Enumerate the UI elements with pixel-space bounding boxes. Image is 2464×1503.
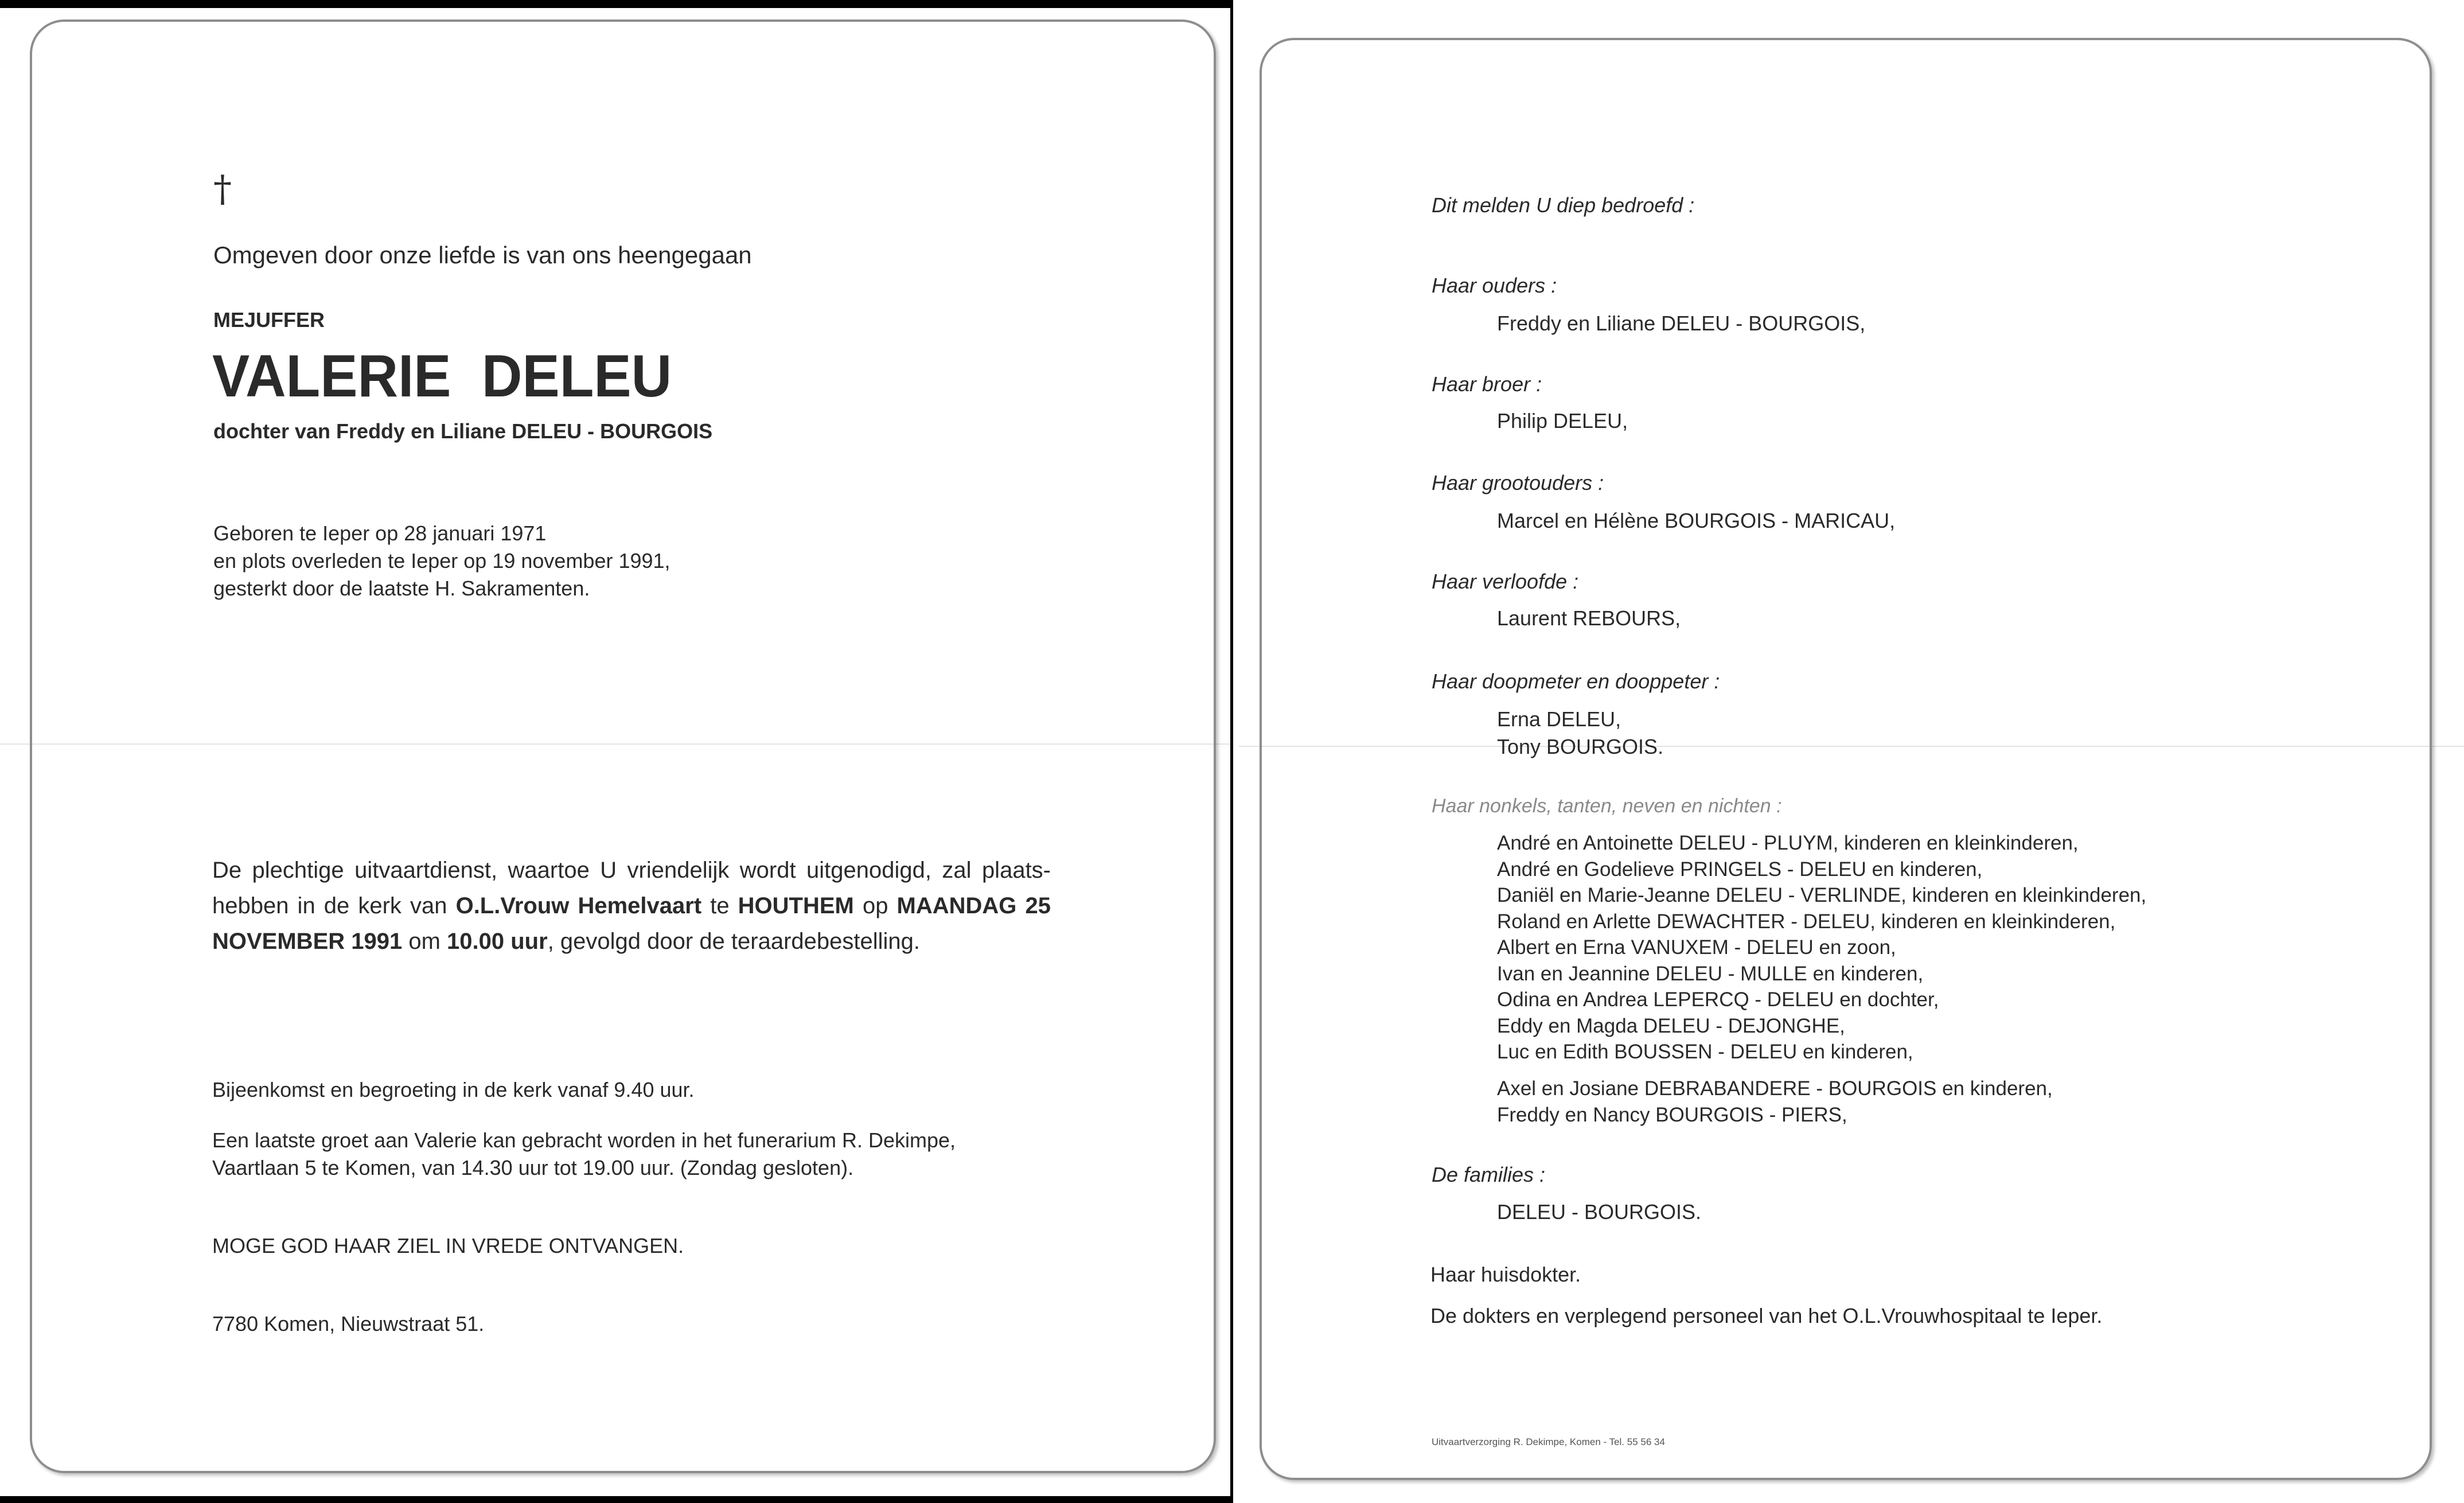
- last-greeting-line-2: Vaartlaan 5 te Komen, van 14.30 uur tot 19.00 uur. (Zondag gesloten).: [212, 1156, 854, 1179]
- announcement-text: Dit melden U diep bedroefd :: [1432, 193, 1695, 217]
- ceremony-time: 10.00 uur: [447, 929, 548, 954]
- list-item: Axel en Josiane DEBRABANDERE - BOURGOIS en kinderen,: [1497, 1077, 2053, 1100]
- last-greeting-line-1: Een laatste groet aan Valerie kan gebracht worden in het funerarium R. Dekimpe,: [212, 1128, 956, 1152]
- deceased-name: VALERIE DELEU: [212, 343, 672, 410]
- fiance-name: Laurent REBOURS,: [1497, 606, 1681, 630]
- brother-name: Philip DELEU,: [1497, 409, 1628, 433]
- title-label: MEJUFFER: [213, 308, 325, 332]
- birth-death-block: [213, 520, 959, 602]
- birth-line: Geboren te Ieper op 28 januari 1971: [213, 521, 547, 545]
- section-label-families: De families :: [1432, 1163, 1546, 1186]
- relatives-list-2: [1497, 1076, 2053, 1128]
- daughter-of: dochter van Freddy en Liliane DELEU - BOURGOIS: [213, 419, 713, 443]
- list-item: Luc en Edith BOUSSEN - DELEU en kinderen,: [1497, 1041, 1913, 1063]
- list-item: André en Antoinette DELEU - PLUYM, kinderen en kleinkinderen,: [1497, 832, 2079, 854]
- church-name: O.L.Vrouw Hemelvaart: [455, 893, 702, 918]
- section-label-godparents: Haar doopmeter en dooppeter :: [1432, 669, 1720, 693]
- section-label-grandparents: Haar grootouders :: [1432, 471, 1604, 494]
- prayer-text: MOGE GOD HAAR ZIEL IN VREDE ONTVANGEN.: [212, 1234, 684, 1257]
- intro-text: Omgeven door onze liefde is van ons heengegaan: [213, 242, 752, 268]
- list-item: Odina en Andrea LEPERCQ - DELEU en dochter,: [1497, 988, 1939, 1011]
- list-item: Daniël en Marie-Jeanne DELEU - VERLINDE, kinderen en kleinkinderen,: [1497, 884, 2147, 906]
- section-label-fiance: Haar verloofde :: [1432, 570, 1579, 593]
- families-name: DELEU - BOURGOIS.: [1497, 1200, 1702, 1224]
- death-line: en plots overleden te Ieper op 19 november 1991,: [213, 549, 670, 573]
- cross-icon: †: [213, 168, 232, 211]
- list-item: André en Godelieve PRINGELS - DELEU en kinderen,: [1497, 858, 1983, 881]
- section-label-relatives: Haar nonkels, tanten, neven en nichten :: [1432, 795, 1782, 817]
- sacraments-line: gesterkt door de laatste H. Sakramenten.: [213, 577, 590, 600]
- list-item: Roland en Arlette DEWACHTER - DELEU, kinderen en kleinkinderen,: [1497, 910, 2116, 933]
- godmother-name: Erna DELEU,: [1497, 707, 1621, 731]
- ceremony-paragraph: De plechtige uitvaartdienst, waartoe U vriendelijk wordt uitgenodigd, zal plaats-hebben in de kerk van O.L.Vrouw Hemelvaart te HOUTHEM op MAANDAG 25 NOVEMBER 1991 om 10.00 uur, gevolgd door de teraardebestelling.: [212, 858, 1051, 954]
- godparents-block: [1497, 706, 1663, 761]
- parents-name: Freddy en Liliane DELEU - BOURGOIS,: [1497, 311, 1866, 335]
- undertaker-footer: Uitvaartverzorging R. Dekimpe, Komen - Tel. 55 56 34: [1432, 1436, 1665, 1447]
- section-label-parents: Haar ouders :: [1432, 274, 1557, 297]
- ceremony-place: HOUTHEM: [738, 893, 854, 918]
- family-address: 7780 Komen, Nieuwstraat 51.: [212, 1312, 485, 1335]
- list-item: Freddy en Nancy BOURGOIS - PIERS,: [1497, 1103, 1847, 1126]
- gathering-text: Bijeenkomst en begroeting in de kerk vanaf 9.40 uur.: [212, 1078, 695, 1101]
- relatives-list-1: [1497, 830, 2146, 1065]
- section-label-brother: Haar broer :: [1432, 372, 1542, 396]
- godfather-name: Tony BOURGOIS.: [1497, 735, 1664, 758]
- ceremony-date: MAANDAG 25 NOVEMBER 1991: [212, 893, 1051, 954]
- list-item: Ivan en Jeannine DELEU - MULLE en kinderen,: [1497, 962, 1924, 985]
- hospital-line: De dokters en verplegend personeel van het O.L.Vrouwhospitaal te Ieper.: [1430, 1304, 2103, 1327]
- grandparents-name: Marcel en Hélène BOURGOIS - MARICAU,: [1497, 509, 1896, 532]
- list-item: Albert en Erna VANUXEM - DELEU en zoon,: [1497, 936, 1896, 959]
- list-item: Eddy en Magda DELEU - DEJONGHE,: [1497, 1014, 1845, 1037]
- last-greeting-block: [212, 1127, 956, 1182]
- doctor-line: Haar huisdokter.: [1430, 1263, 1581, 1286]
